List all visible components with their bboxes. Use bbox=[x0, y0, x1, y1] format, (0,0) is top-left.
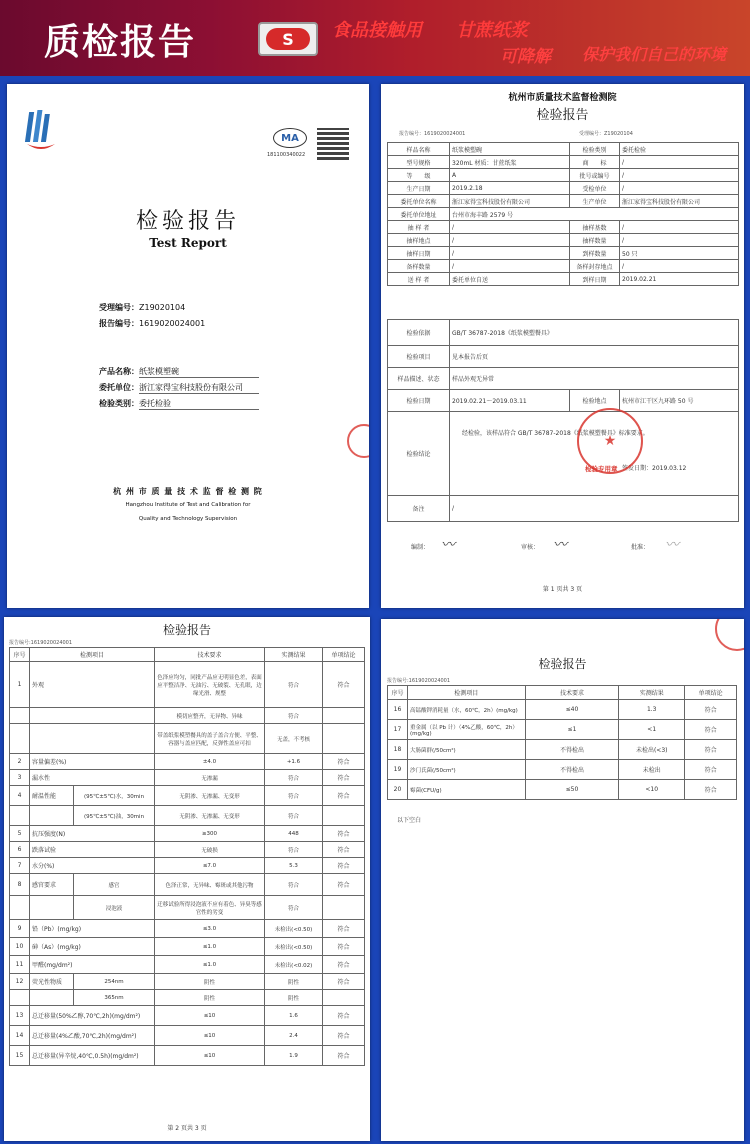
table-row bbox=[388, 700, 737, 720]
info-row bbox=[388, 221, 739, 234]
column-header: 实测结果 bbox=[619, 686, 685, 700]
info-value: / bbox=[450, 260, 570, 273]
info-label: 等 级 bbox=[388, 169, 450, 182]
table-row bbox=[10, 874, 365, 896]
info-row bbox=[388, 234, 739, 247]
requirement: 阴性 bbox=[155, 974, 265, 990]
measured-result: 符合 bbox=[265, 708, 323, 724]
measured-result: 符合 bbox=[265, 896, 323, 920]
test-item: 总迁移量(50%乙醇,70℃,2h)(mg/dm²) bbox=[30, 1006, 155, 1026]
slogan-food-contact: 食品接触用 bbox=[332, 20, 422, 41]
report-number: 报告编号:1619020024001 bbox=[9, 640, 73, 646]
table-row bbox=[10, 708, 365, 724]
test-item: 总迁移量(4%乙酸,70℃,2h)(mg/dm²) bbox=[30, 1026, 155, 1046]
row-number: 18 bbox=[388, 740, 408, 760]
info-label: 生产日期 bbox=[388, 182, 450, 195]
report-number: 报告编号:1619020024001 bbox=[387, 678, 451, 684]
logo-letter: S bbox=[282, 29, 294, 49]
requirement: 无渗漏 bbox=[155, 770, 265, 786]
row-number: 16 bbox=[388, 700, 408, 720]
column-header: 单项结论 bbox=[323, 648, 365, 662]
approver-signature: 〰︎ bbox=[665, 537, 679, 553]
page-number: 第 2 页共 3 页 bbox=[167, 1125, 207, 1132]
requirement: 无阴渗、无渗漏、无变形 bbox=[155, 806, 265, 826]
basis-value: GB/T 36787-2018《纸浆模塑餐具》 bbox=[450, 320, 739, 346]
row-number: 9 bbox=[10, 920, 30, 938]
item-conclusion bbox=[323, 990, 365, 1006]
report-title: 检验报告 bbox=[536, 108, 589, 123]
measured-result: 未检出(<0.50) bbox=[265, 920, 323, 938]
place-label: 检验地点 bbox=[570, 390, 620, 412]
requirement: ≤10 bbox=[155, 1046, 265, 1066]
info-row bbox=[388, 273, 739, 286]
test-item bbox=[30, 724, 155, 754]
measured-result: 1.9 bbox=[265, 1046, 323, 1066]
requirement: ±4.0 bbox=[155, 754, 265, 770]
measured-result: 无盖，不考核 bbox=[265, 724, 323, 754]
info-row bbox=[388, 169, 739, 182]
test-subitem: 254nm bbox=[74, 974, 155, 990]
test-item: 重金属（以 Pb 计）（4%乙酸，60℃，2h）(mg/kg) bbox=[407, 720, 525, 740]
requirement: 阴性 bbox=[155, 990, 265, 1006]
header-banner bbox=[0, 0, 750, 76]
row-number: 19 bbox=[388, 760, 408, 780]
info-value: 320mL 材质：甘蔗纸浆 bbox=[450, 156, 570, 169]
measured-result: 符合 bbox=[265, 662, 323, 708]
requirement: ≤7.0 bbox=[155, 858, 265, 874]
info-label: 抽样日期 bbox=[388, 247, 450, 260]
row-number bbox=[10, 708, 30, 724]
requirement: ≤1.0 bbox=[155, 956, 265, 974]
report-title: 检验报告 bbox=[162, 623, 211, 637]
end-blank-note: 以下空白 bbox=[397, 817, 422, 824]
compiler-signature: 〰︎ bbox=[441, 537, 455, 553]
table-row bbox=[10, 974, 365, 990]
table-row bbox=[10, 826, 365, 842]
requirement: 色泽应均匀，同批产品应无明显色差，表面应平整洁净、无油污、无破裂、无孔眼，边缘光滑、规整 bbox=[155, 662, 265, 708]
info-value: 浙江家得宝科技股份有限公司 bbox=[620, 195, 739, 208]
measured-result: 未检出(<0.50) bbox=[265, 938, 323, 956]
item-conclusion bbox=[323, 708, 365, 724]
row-number: 20 bbox=[388, 780, 408, 800]
reviewer-signature: 〰︎ bbox=[553, 537, 567, 553]
info-row bbox=[388, 208, 739, 221]
report-number: 报告编号：1619020024001 bbox=[399, 131, 466, 137]
test-item: 耐温性能 bbox=[30, 786, 74, 806]
row-number bbox=[10, 724, 30, 754]
requirement: ≤1 bbox=[525, 720, 619, 740]
measured-result: 未检出 bbox=[619, 760, 685, 780]
table-row bbox=[10, 770, 365, 786]
requirement: ≤1.0 bbox=[155, 938, 265, 956]
item-conclusion: 符合 bbox=[323, 1026, 365, 1046]
conclusion-text: 经检验，该样品符合 GB/T 36787-2018《纸浆模塑餐具》标准要求。 bbox=[462, 430, 649, 437]
slogan-environment: 保护我们自己的环境 bbox=[582, 45, 727, 64]
info-value: 委托检验 bbox=[620, 143, 739, 156]
requirement: ≤3.0 bbox=[155, 920, 265, 938]
seal-label: 检验专用章 bbox=[585, 465, 618, 473]
item-conclusion: 符合 bbox=[323, 858, 365, 874]
info-row bbox=[388, 195, 739, 208]
info-label: 抽样数量 bbox=[570, 234, 620, 247]
item-conclusion: 符合 bbox=[323, 826, 365, 842]
info-value: / bbox=[620, 221, 739, 234]
column-header: 实测结果 bbox=[265, 648, 323, 662]
item-conclusion: 符合 bbox=[685, 700, 737, 720]
table-row bbox=[10, 662, 365, 708]
table-row bbox=[10, 956, 365, 974]
column-header: 技术要求 bbox=[155, 648, 265, 662]
test-item: 沙门氏菌(/50cm²) bbox=[407, 760, 525, 780]
info-label: 委托单位名称 bbox=[388, 195, 450, 208]
requirement: 不得检出 bbox=[525, 760, 619, 780]
item-conclusion bbox=[323, 724, 365, 754]
item-conclusion: 符合 bbox=[323, 662, 365, 708]
brand-logo bbox=[258, 22, 318, 56]
accept-number: 受理编号：Z19020104 bbox=[579, 131, 633, 137]
info-row bbox=[388, 247, 739, 260]
report-cover-page bbox=[7, 84, 369, 608]
sign-date: 签发日期：2019.03.12 bbox=[622, 465, 687, 472]
table-row bbox=[10, 1026, 365, 1046]
cma-mark-icon: MA bbox=[273, 128, 307, 148]
cover-subtitle: Test Report bbox=[149, 236, 227, 250]
info-value: / bbox=[620, 156, 739, 169]
institute-name-en-2: Quality and Technology Supervision bbox=[138, 516, 238, 522]
info-value: / bbox=[620, 169, 739, 182]
conclusion-label: 检验结论 bbox=[388, 412, 450, 496]
info-value: / bbox=[620, 182, 739, 195]
test-item: 外观 bbox=[30, 662, 155, 708]
requirement: 无阴渗、无渗漏、无变形 bbox=[155, 786, 265, 806]
info-label: 抽样地点 bbox=[388, 234, 450, 247]
info-label: 生产单位 bbox=[570, 195, 620, 208]
measured-result: 448 bbox=[265, 826, 323, 842]
measured-result: 符合 bbox=[265, 842, 323, 858]
slogan-bagasse: 甘蔗纸浆 bbox=[456, 20, 528, 41]
test-item: 大肠菌群(/50cm²) bbox=[407, 740, 525, 760]
product-row: 产品名称：纸浆模塑碗 bbox=[99, 366, 259, 378]
table-row bbox=[10, 1046, 365, 1066]
row-number: 8 bbox=[10, 874, 30, 896]
measured-result: 未检出(<0.02) bbox=[265, 956, 323, 974]
test-item: 漏水性 bbox=[30, 770, 155, 786]
column-header: 序号 bbox=[10, 648, 30, 662]
item-conclusion: 符合 bbox=[323, 1006, 365, 1026]
item-conclusion: 符合 bbox=[323, 770, 365, 786]
basis-label: 检验依据 bbox=[388, 320, 450, 346]
test-item bbox=[30, 806, 74, 826]
row-number: 2 bbox=[10, 754, 30, 770]
client-row: 委托单位：浙江家得宝科技股份有限公司 bbox=[99, 382, 259, 394]
requirement: 迁移试验所得浸泡液不应有着色、异臭等感官性的劣变 bbox=[155, 896, 265, 920]
info-label: 样品名称 bbox=[388, 143, 450, 156]
column-header: 检测项目 bbox=[30, 648, 155, 662]
row-number: 14 bbox=[10, 1026, 30, 1046]
test-subitem: 感官 bbox=[74, 874, 155, 896]
info-label: 受检单位 bbox=[570, 182, 620, 195]
info-value: / bbox=[620, 260, 739, 273]
info-value: 2019.2.18 bbox=[450, 182, 570, 195]
cma-number: 181100340022 bbox=[267, 152, 306, 158]
inspection-type-row: 检验类别：委托检验 bbox=[99, 398, 259, 410]
accept-number-row: 受理编号：Z19020104 bbox=[99, 303, 186, 312]
info-value: 浙江家得宝科技股份有限公司 bbox=[450, 195, 570, 208]
test-item: 容量偏差(%) bbox=[30, 754, 155, 770]
requirement: ≤40 bbox=[525, 700, 619, 720]
cover-title: 检验报告 bbox=[135, 209, 240, 234]
test-subitem: (95℃±5℃)水，30min bbox=[74, 786, 155, 806]
measured-result: 符合 bbox=[265, 874, 323, 896]
test-results-table bbox=[387, 685, 737, 800]
red-seal-edge bbox=[715, 619, 744, 651]
info-row bbox=[388, 182, 739, 195]
test-item bbox=[30, 708, 155, 724]
report-page-3 bbox=[381, 619, 744, 1141]
test-subitem: 浸泡液 bbox=[74, 896, 155, 920]
requirement: 不得检出 bbox=[525, 740, 619, 760]
requirement: 模切应整齐，无异物、异味 bbox=[155, 708, 265, 724]
test-item: 荧光性物质 bbox=[30, 974, 74, 990]
report-title: 检验报告 bbox=[538, 657, 587, 671]
row-number: 7 bbox=[10, 858, 30, 874]
requirement: ≤10 bbox=[155, 1026, 265, 1046]
row-number: 4 bbox=[10, 786, 30, 806]
info-label: 抽样基数 bbox=[570, 221, 620, 234]
report-page-1 bbox=[381, 84, 744, 608]
item-conclusion: 符合 bbox=[323, 786, 365, 806]
measured-result: 未检出(<3) bbox=[619, 740, 685, 760]
row-number: 12 bbox=[10, 974, 30, 990]
info-label: 备样封存地点 bbox=[570, 260, 620, 273]
item-conclusion: 符合 bbox=[323, 974, 365, 990]
table-row bbox=[10, 806, 365, 826]
requirement: ≤50 bbox=[525, 780, 619, 800]
test-item: 砷（As）(mg/kg) bbox=[30, 938, 155, 956]
report-page-2 bbox=[4, 617, 370, 1141]
measured-result: +1.6 bbox=[265, 754, 323, 770]
test-item: 水分(%) bbox=[30, 858, 155, 874]
measured-result: <1 bbox=[619, 720, 685, 740]
inspection-details-table bbox=[387, 319, 739, 522]
info-row bbox=[388, 260, 739, 273]
table-row bbox=[10, 990, 365, 1006]
test-subitem: 365nm bbox=[74, 990, 155, 1006]
measured-result: 符合 bbox=[265, 770, 323, 786]
item-conclusion: 符合 bbox=[323, 874, 365, 896]
info-label: 批号或编号 bbox=[570, 169, 620, 182]
info-label: 送 样 者 bbox=[388, 273, 450, 286]
info-label: 到样日期 bbox=[570, 273, 620, 286]
inspection-seal-stamp: ★ bbox=[577, 408, 643, 474]
measured-result: 符合 bbox=[265, 786, 323, 806]
item-conclusion bbox=[323, 896, 365, 920]
info-value: A bbox=[450, 169, 570, 182]
table-row bbox=[10, 724, 365, 754]
info-value: 50 只 bbox=[620, 247, 739, 260]
item-conclusion: 符合 bbox=[323, 956, 365, 974]
measured-result: 2.4 bbox=[265, 1026, 323, 1046]
item-conclusion bbox=[323, 806, 365, 826]
row-number: 5 bbox=[10, 826, 30, 842]
test-subitem: (95℃±5℃)油，30min bbox=[74, 806, 155, 826]
item-conclusion: 符合 bbox=[685, 780, 737, 800]
column-header: 技术要求 bbox=[525, 686, 619, 700]
date-value: 2019.02.21～2019.03.11 bbox=[450, 390, 570, 412]
row-number bbox=[10, 806, 30, 826]
item-conclusion: 符合 bbox=[685, 720, 737, 740]
test-item: 高锰酸钾消耗量（水，60℃，2h）(mg/kg) bbox=[407, 700, 525, 720]
info-value: / bbox=[450, 247, 570, 260]
test-item bbox=[30, 896, 74, 920]
red-seal-edge bbox=[347, 424, 369, 458]
test-item: 感官要求 bbox=[30, 874, 74, 896]
table-row bbox=[388, 780, 737, 800]
info-label: 委托单位地址 bbox=[388, 208, 450, 221]
row-number: 1 bbox=[10, 662, 30, 708]
report-number-row: 报告编号：1619020024001 bbox=[99, 319, 206, 328]
info-label: 到样数量 bbox=[570, 247, 620, 260]
institute-logo-icon bbox=[21, 106, 61, 156]
info-value: 2019.02.21 bbox=[620, 273, 739, 286]
test-item: 抗压强度(N) bbox=[30, 826, 155, 842]
requirement: ≤10 bbox=[155, 1006, 265, 1026]
row-number: 15 bbox=[10, 1046, 30, 1066]
page-number: 第 1 页共 3 页 bbox=[542, 586, 583, 593]
item-value: 见本报告后页 bbox=[450, 346, 739, 368]
column-header: 检测项目 bbox=[407, 686, 525, 700]
table-row bbox=[10, 754, 365, 770]
item-conclusion: 符合 bbox=[323, 1046, 365, 1066]
institute-name-en-1: Hangzhou Institute of Test and Calibration for bbox=[125, 502, 251, 508]
test-item: 跌落试验 bbox=[30, 842, 155, 858]
compiler-label: 编制： bbox=[411, 544, 430, 551]
table-row bbox=[10, 920, 365, 938]
item-conclusion: 符合 bbox=[323, 754, 365, 770]
desc-value: 样品外观无异常 bbox=[450, 368, 739, 390]
table-row bbox=[10, 786, 365, 806]
info-label: 商 标 bbox=[570, 156, 620, 169]
table-row bbox=[388, 760, 737, 780]
test-results-table bbox=[9, 647, 365, 1066]
row-number bbox=[10, 896, 30, 920]
remark-label: 备注 bbox=[388, 496, 450, 522]
info-value: / bbox=[450, 221, 570, 234]
row-number: 17 bbox=[388, 720, 408, 740]
item-conclusion: 符合 bbox=[323, 938, 365, 956]
measured-result: <10 bbox=[619, 780, 685, 800]
row-number bbox=[10, 990, 30, 1006]
measured-result: 1.6 bbox=[265, 1006, 323, 1026]
test-item: 甲醛(mg/dm²) bbox=[30, 956, 155, 974]
item-conclusion: 符合 bbox=[685, 760, 737, 780]
table-row bbox=[388, 720, 737, 740]
info-row bbox=[388, 143, 739, 156]
row-number: 11 bbox=[10, 956, 30, 974]
info-label: 备样数量 bbox=[388, 260, 450, 273]
measured-result: 符合 bbox=[265, 806, 323, 826]
table-row bbox=[10, 1006, 365, 1026]
slogan-degradable: 可降解 bbox=[500, 47, 551, 67]
table-row bbox=[10, 896, 365, 920]
item-conclusion: 符合 bbox=[323, 842, 365, 858]
date-label: 检验日期 bbox=[388, 390, 450, 412]
info-label: 型号规格 bbox=[388, 156, 450, 169]
info-label: 检验类别 bbox=[570, 143, 620, 156]
item-label: 检验项目 bbox=[388, 346, 450, 368]
requirement: ≥300 bbox=[155, 826, 265, 842]
info-row bbox=[388, 156, 739, 169]
table-row bbox=[10, 858, 365, 874]
sample-info-table bbox=[387, 142, 739, 286]
test-item: 总迁移量(异辛烷,40℃,0.5h)(mg/dm²) bbox=[30, 1046, 155, 1066]
row-number: 13 bbox=[10, 1006, 30, 1026]
measured-result: 5.3 bbox=[265, 858, 323, 874]
row-number: 10 bbox=[10, 938, 30, 956]
reviewer-label: 审核： bbox=[521, 544, 540, 551]
column-header: 单项结论 bbox=[685, 686, 737, 700]
measured-result: 阴性 bbox=[265, 974, 323, 990]
institute-name: 杭 州 市 质 量 技 术 监 督 检 测 院 bbox=[113, 487, 263, 496]
row-number: 6 bbox=[10, 842, 30, 858]
test-item: 霉菌(CFU/g) bbox=[407, 780, 525, 800]
table-row bbox=[388, 740, 737, 760]
table-row bbox=[10, 842, 365, 858]
info-value: 台州市海丰路 2579 号 bbox=[450, 208, 739, 221]
item-conclusion: 符合 bbox=[685, 740, 737, 760]
item-conclusion: 符合 bbox=[323, 920, 365, 938]
test-item bbox=[30, 990, 74, 1006]
remark-value: / bbox=[450, 496, 739, 522]
info-value: 委托单位自送 bbox=[450, 273, 570, 286]
info-label: 抽 样 者 bbox=[388, 221, 450, 234]
qr-code-icon bbox=[317, 128, 349, 160]
table-row bbox=[10, 938, 365, 956]
institute-header: 杭州市质量技术监督检测院 bbox=[508, 93, 617, 103]
desc-label: 样品描述、状态 bbox=[388, 368, 450, 390]
place-value: 杭州市江干区九环路 50 号 bbox=[620, 390, 739, 412]
banner-title: 质检报告 bbox=[44, 22, 197, 63]
requirement: 色泽正常，无异味、霉斑或其他污物 bbox=[155, 874, 265, 896]
approver-label: 批准： bbox=[631, 544, 650, 551]
measured-result: 阴性 bbox=[265, 990, 323, 1006]
requirement: 带盖纸浆模塑餐具的盖子盖合方便、平整、容器与盖应匹配，反弹性盖应可扣 bbox=[155, 724, 265, 754]
measured-result: 1.3 bbox=[619, 700, 685, 720]
row-number: 3 bbox=[10, 770, 30, 786]
info-value: / bbox=[620, 234, 739, 247]
column-header: 序号 bbox=[388, 686, 408, 700]
info-value: 纸浆模塑碗 bbox=[450, 143, 570, 156]
info-value: / bbox=[450, 234, 570, 247]
requirement: 无破损 bbox=[155, 842, 265, 858]
test-item: 铅（Pb）(mg/kg) bbox=[30, 920, 155, 938]
